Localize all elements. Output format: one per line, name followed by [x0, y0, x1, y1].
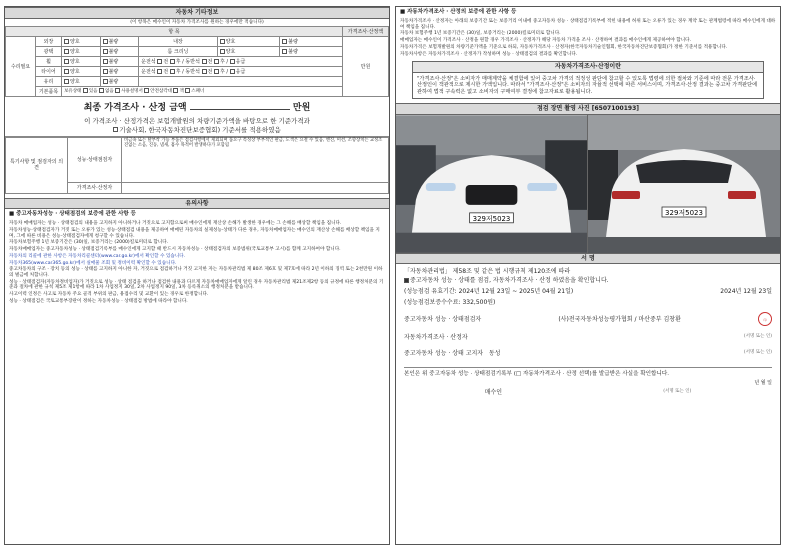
right-item: 자동차사항은 자동차가격조사 · 산정자가 작성하며 성능 · 상태점검의 결과를 확인합니다.: [400, 51, 578, 57]
notice-item: 성능 · 상태점검은 국토교통부장관이 정하는 자동차성능 · 상태점검 방법에 따라야 합니다.: [9, 298, 188, 304]
checkbox[interactable]: [64, 69, 69, 74]
law-line: 「자동차관리법」 제58조 및 같은 법 시행규칙 제120조에 따라: [404, 268, 571, 276]
notice-list: [5, 221, 389, 305]
ymd: 년 월 일: [754, 380, 772, 387]
right-warranty: 자동차 보험주행 1년 보증기간은 (30)일, 보증거리는 (2000)킬로미터로 합니다.: [400, 31, 561, 37]
row-label: 룸 크리닝: [139, 47, 218, 57]
notifier-name: 동성: [488, 349, 501, 357]
signature-title: 서 명: [396, 253, 780, 265]
confirm-text: 중고자동차 성능 · 상태를 점검, 자동차가격조사 · 산정 하였음을 확인합니다.: [410, 276, 609, 284]
notice-item: 자동차매매업자는 중고자동차성능 · 상태점검기록부를 매수인에게 고지할 때 반드시 자동차성능 · 상태점검자의 보증범위(국토교통부 고시)를 함께 고지하여야 합니다.: [9, 247, 341, 253]
checkbox[interactable]: [103, 49, 108, 54]
row-label: 외장: [36, 37, 62, 47]
notice-item: 사고이력 인정은 사고로 자동차 주요 골격 부위의 판금, 용접수리 및 교환이 있는 경우로 한정합니다.: [9, 292, 209, 298]
manwon-label: 만원: [343, 37, 389, 97]
other-info-table: 항 목 가격조사·산정액 수리필요 외장 양호 불량 내장 양호 불량 만원 광택 양호 불량 룸 크리닝 양호 불량 휠 양호 불량 운전석 전 후 / 동반석 전 후 / 응급 타이어 양호 불량 운전석 전 후 / 동반석 전 후 / 응급 유리 양호 불량 기본품목 보유상태 있음 없음 사용설명서 안전삼각대 잭 스패너: [5, 26, 389, 97]
insurance-fee: (성능점검보증수수료: 332,500원): [404, 298, 496, 306]
seal-label: (서명 또는 인): [743, 334, 772, 340]
row-label: 타이어: [36, 67, 62, 77]
basic-label: 기본품목: [36, 87, 62, 97]
notice-item[interactable]: 자동차365(www.car365.go.kr)에서 실매물 조회 및 정비이력 확인할 수 있습니다.: [9, 260, 177, 266]
notifier-label: 중고자동차 성능 · 상태 고지자: [404, 349, 484, 357]
special-label: 특기사항 및 점검자의 의견: [6, 137, 68, 193]
photo-title: 점검 장면 촬영 사진 [6507100193]: [396, 103, 780, 115]
status-label: 성능·상태점검자: [68, 137, 122, 183]
signature-block: [396, 264, 780, 400]
photo-area: [396, 115, 780, 253]
seal-label: (서명 또는 인): [743, 349, 772, 355]
other-info-title: 자동차 기타정보: [5, 7, 389, 19]
notice-title: 유의사항: [5, 198, 389, 210]
checkbox[interactable]: [103, 79, 108, 84]
right-item: 자동차가격은 보험개발원의 차량기준가액을 기준으로 하되, 자동차가격조사 · 산정자(한국자동차기술인협회, 한국자동차진단보증협회)가 정한 기준서를 적용합니다.: [400, 44, 728, 50]
validity-period: (성능점검 유효기간: 2024년 12월 23일 ~ 2025년 04월 21일): [404, 288, 574, 296]
final-line: 본인은 위 중고자동차 성능 · 상태점검기록부 (□ 자동차가격조사 · 산정 선택)를 발급받은 사실을 확인합니다.: [404, 367, 772, 378]
notice-section1: ■ 중고자동차성능 · 상태점검의 보증에 관한 사항 등: [9, 211, 136, 218]
front-plate: 329저5023: [472, 214, 511, 223]
checkbox[interactable]: [220, 49, 225, 54]
notice-item: 자동차보험주행 1년 보증기간은 (30)일, 보증거리는 (2000)킬로미터로 합니다.: [9, 240, 169, 246]
checkbox[interactable]: [103, 69, 108, 74]
item-header: 항 목: [6, 27, 343, 37]
right-item: 자동차가격조사 · 산정자는 아래의 보증기간 또는 보증거리 이내에 중고자동차 성능 · 상태점검기록부에 적힌 내용에 허위 또는 오류가 있는 경우 계약 또는 관계법령에 따라 매수인에게 대하여 책임을 집니다.: [400, 18, 776, 30]
checkbox[interactable]: [220, 39, 225, 44]
car-front-photo: [396, 115, 588, 253]
inspector-name: (사)전국자동차성능평가협회 / 마산중부 김창환: [558, 315, 681, 323]
right-section: ■ 자동차가격조사 · 산정의 보증에 관한 사항 등: [400, 9, 517, 15]
final-price-block: [5, 97, 389, 137]
opinion-text: "가격조사·산정"은 소비자가 매매계약을 체결함에 있어 중고차 가격의 적정성 판단에 참고할 수 있도록 법령에 의한 절차와 기준에 따라 전문 가격조사·산정인이 객관적으로 제시한 가액입니다. 따라서 "가격조사·산정"은 소비자의 자율적 선택에 따른 서비스이며, 가격조사·산정 결과는 중고차 가격판단에 관하여 법적 구속력은 없고 소비자의 구매여부 결정에 참고자료로 활용됩니다.: [417, 75, 758, 95]
right-item: 매매업자는 매수인이 가격조사 · 산정을 원할 경우 가격조사 · 산정자가 해당 자동차 가격을 조사 · 산정하여 결과를 매수인에게 제공하여야 합니다.: [400, 38, 691, 44]
buyer-label: 매수인: [484, 388, 503, 396]
final-desc2: 기술사회, 한국자동차진단보증협회) 기준서를 적용하였음: [5, 126, 389, 134]
opinion-box: [412, 61, 764, 99]
checkbox[interactable]: [64, 39, 69, 44]
price-header: 가격조사·산정액: [343, 27, 389, 37]
left-column: [4, 6, 390, 545]
checkbox[interactable]: [64, 49, 69, 54]
notice-item: 자동차성능·상태점검자가 거짓 또는 오류가 있는 성능·상태점검 내용을 제공하여 매매된 자동차의 실제성능·상태가 다른 경우, 자동차매매업자는 매수인의 재산상 손해를 배상할 책임을 지며, 그에 따른 비용은 성능·상태점검자에게 청구할 수 있습니다.: [9, 227, 380, 239]
inspector-label: 중고자동차 성능 · 상태점검자: [404, 315, 482, 323]
notice-item: 성능 · 상태점검자(자동차정비업자)가 거짓으로 성능 · 상태 점검을 하거나 점검한 내용과 다르게 자동차매매업자에게 알린 경우 자동차관리법 제21조제2항 등의 규정에 따른 행정처분의 기준과 절차에 관한 규칙 제5조 제1항에 따라 1차 사업정지 30일, 2차 사업정지 90일, 3차 등록취소의 행정처분을 받습니다.: [9, 279, 384, 291]
notice-item: 자동차 매매업자는 성능 · 상태점검의 내용을 고지하지 아니하거나 거짓으로 고지함으로써 매수인에게 재산상 손해가 발생한 경우에는 그 손해를 배상할 책임을 집니다.: [9, 221, 342, 227]
row-label: 휠: [36, 57, 62, 67]
notice-item: 중고차동차의 구조 · 장치 등의 성능 · 상태를 고지하지 아니한 자, 거짓으로 점검하거나 거짓 고지한 자는 자동차관리법 제 80조 제6호 및 제7호에 따라 2년 이하의 징역 또는 2천만원 이하의 벌금에 처합니다.: [9, 267, 383, 278]
final-price: 최종 가격조사 · 산정 금액 만원: [83, 103, 311, 114]
confirm-checkbox[interactable]: [404, 278, 409, 283]
repair-label: 수리필요: [6, 37, 36, 97]
rear-plate: 329저5023: [665, 208, 703, 217]
notice-item[interactable]: 자동차의 리콜에 관한 사항은 자동차리콜센터(www.car.go.kr)에서 확인할 수 있습니다.: [9, 253, 186, 259]
final-desc1: 이 가격조사 · 산정가격은 보험개발원의 차량기준가액을 바탕으로 한 기준가격과: [84, 117, 310, 126]
row-label: 내장: [139, 37, 218, 47]
checkbox[interactable]: [282, 49, 287, 54]
checkbox[interactable]: [103, 59, 108, 64]
price-inspector-label: 자동차가격조사 · 산정자: [404, 334, 468, 342]
checkbox[interactable]: [103, 39, 108, 44]
special-table: [5, 137, 389, 194]
special-note: 비금속 또는 탈부착 가능 부품은 점검사항에서 제외되며 품요구 특성상 부부적인 판금, 도색은 요철 수 있음, 엔진, 미션, 조향장치는 교정조진없는 소음, 진동, 냄새, 흡수 목적어 발생하다가 포함됨: [122, 137, 389, 183]
seal-stamp: 印: [758, 312, 772, 326]
row-label: 유리: [36, 77, 62, 87]
row-label: 광택: [36, 47, 62, 57]
checkbox[interactable]: [64, 79, 69, 84]
other-info-note: (이 항목은 매수인이 자동차 가격조사를 원하는 경우에만 적습니다): [130, 19, 264, 25]
price-label: 가격조사·산정자: [68, 183, 122, 193]
seal-label: (서명 또는 인): [663, 388, 692, 394]
right-column: [395, 6, 781, 545]
opinion-title: 자동차가격조사·산정이란: [413, 62, 763, 73]
car-rear-photo: [588, 115, 780, 253]
checkbox[interactable]: [64, 59, 69, 64]
checkbox[interactable]: [282, 39, 287, 44]
sign-date: 2024년 12월 23일: [720, 288, 772, 296]
